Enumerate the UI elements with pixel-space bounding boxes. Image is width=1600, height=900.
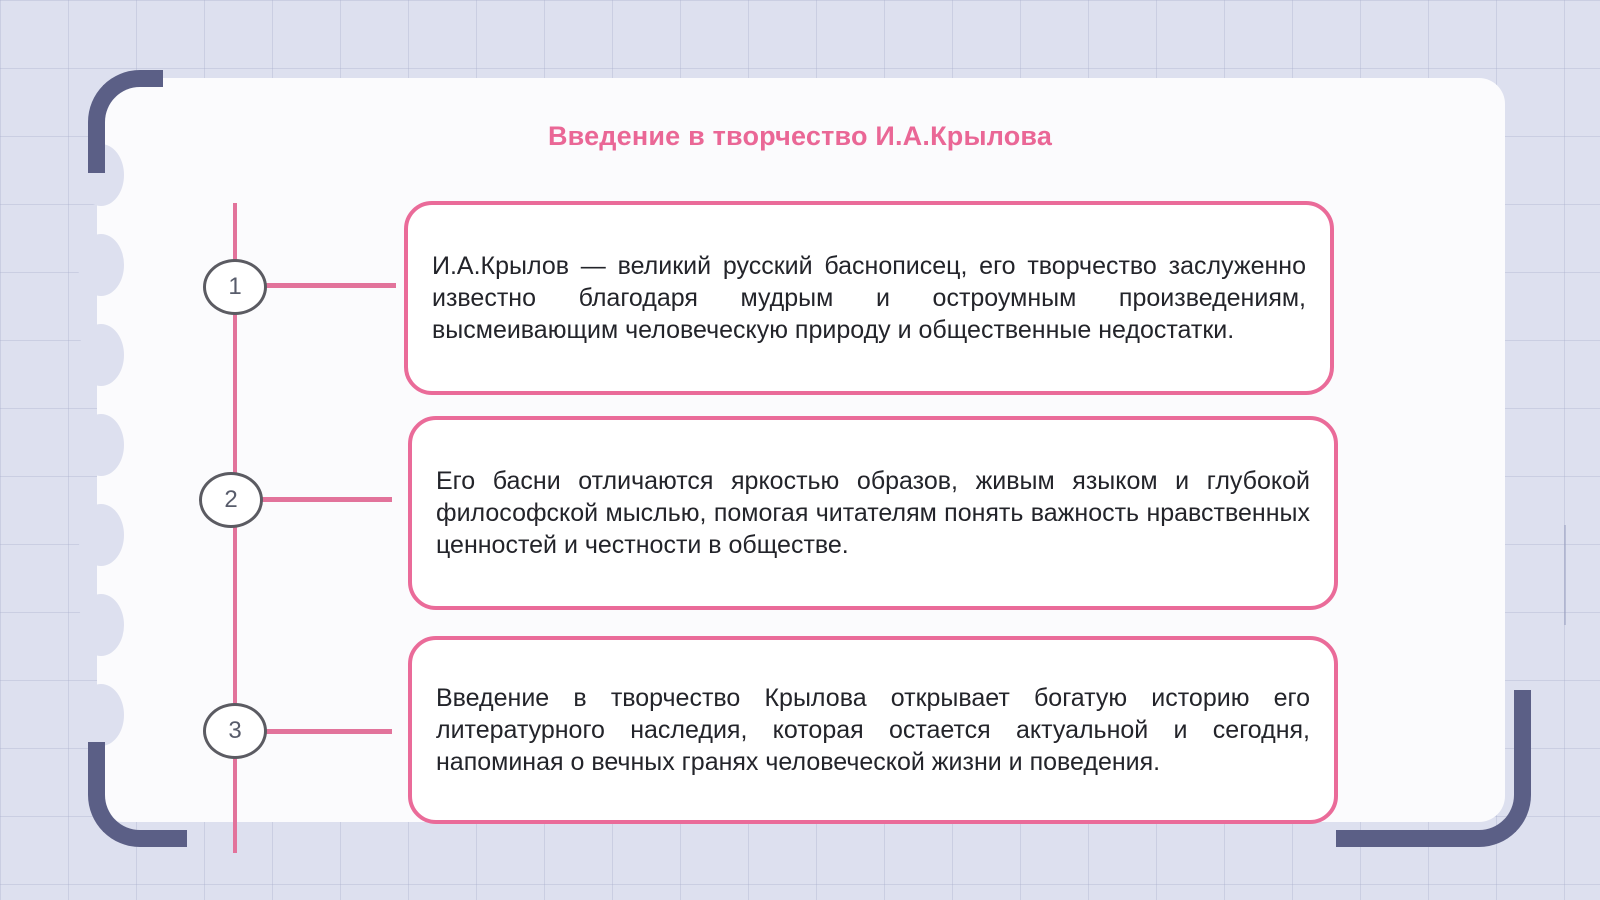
scallop-decoration: [78, 234, 124, 296]
info-box-2: [408, 416, 1338, 610]
info-box-3: [408, 636, 1338, 824]
corner-bracket-bottom-left: [88, 742, 187, 847]
connector-line: [258, 497, 392, 502]
scallop-decoration: [78, 504, 124, 566]
connector-line: [262, 283, 396, 288]
step-number-2: 2: [199, 472, 263, 528]
scallop-decoration: [78, 594, 124, 656]
step-number-1: 1: [203, 259, 267, 315]
info-box-1: [404, 201, 1334, 395]
decorative-line: [1564, 525, 1566, 625]
info-box-text: И.А.Крылов — великий русский баснописец, его творчество заслуженно известно благодаря мудрым и остроумным произведениям, высмеивающим человеческую природу и общественные недостатки.: [432, 252, 1306, 344]
scallop-decoration: [78, 324, 124, 386]
info-box-text: Его басни отличаются яркостью образов, живым языком и глубокой философской мыслью, помогая читателям понять важность нравственных ценностей и честности в обществе.: [436, 467, 1310, 559]
step-number-3: 3: [203, 703, 267, 759]
corner-bracket-bottom-right: [1336, 690, 1531, 847]
scallop-decoration: [78, 684, 124, 746]
scallop-decoration: [78, 414, 124, 476]
page-title: Введение в творчество И.А.Крылова: [547, 121, 1053, 151]
connector-line: [262, 729, 392, 734]
info-box-text: Введение в творчество Крылова открывает богатую историю его литературного наследия, которая остается актуальной и сегодня, напоминая о вечных гранях человеческой жизни и поведения.: [436, 684, 1310, 776]
